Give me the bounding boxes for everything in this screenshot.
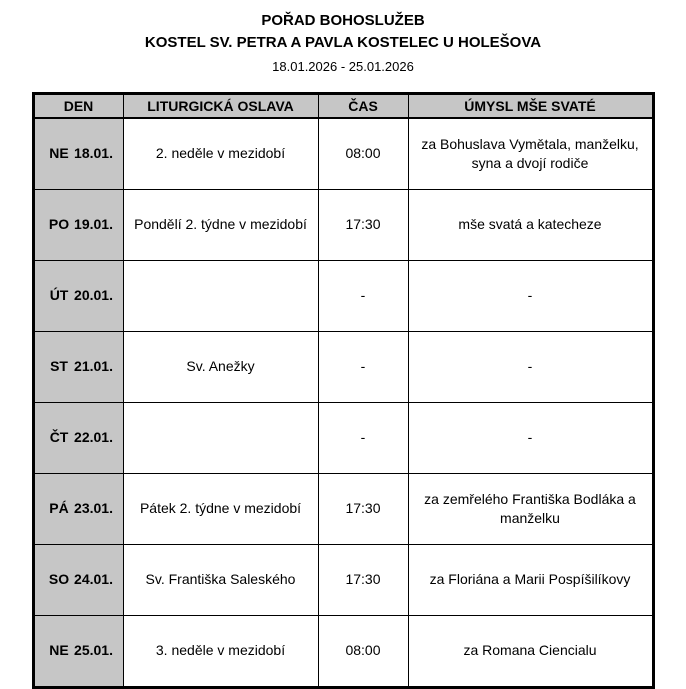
cell-intention: za Romana Ciencialu (408, 615, 653, 687)
day-abbr: PÁ (49, 500, 69, 517)
cell-day (33, 331, 123, 402)
column-header-liturgicka-oslava: LITURGICKÁ OSLAVA (123, 93, 318, 118)
cell-celebration: Pátek 2. týdne v mezidobí (123, 473, 318, 544)
cell-intention: mše svatá a katecheze (408, 189, 653, 260)
cell-celebration: 3. neděle v mezidobí (123, 615, 318, 687)
cell-day (33, 615, 123, 687)
schedule-table (32, 92, 655, 689)
day-date: 19.01. (74, 216, 113, 233)
table-row (33, 544, 653, 615)
table-row (33, 118, 653, 190)
cell-day (33, 260, 123, 331)
table-row (33, 331, 653, 402)
cell-time: 08:00 (318, 118, 408, 190)
day-abbr: ÚT (49, 287, 69, 304)
cell-intention: za Bohuslava Vymětala, manželku, syna a dvojí rodiče (408, 118, 653, 190)
cell-intention: za zemřelého Františka Bodláka a manželku (408, 473, 653, 544)
day-date: 23.01. (74, 500, 113, 517)
day-abbr: PO (48, 216, 70, 233)
table-row (33, 473, 653, 544)
column-header-cas: ČAS (318, 93, 408, 118)
column-header-den: DEN (33, 93, 123, 118)
cell-intention: - (408, 402, 653, 473)
cell-time: 17:30 (318, 189, 408, 260)
day-date: 24.01. (74, 571, 113, 588)
cell-time: 17:30 (318, 473, 408, 544)
cell-time: 08:00 (318, 615, 408, 687)
cell-time: - (318, 402, 408, 473)
document-header (0, 11, 686, 74)
day-abbr: ČT (49, 429, 69, 446)
document-title: POŘAD BOHOSLUŽEB (261, 12, 425, 29)
cell-day (33, 118, 123, 190)
day-date: 22.01. (74, 429, 113, 446)
cell-day (33, 189, 123, 260)
cell-celebration: Pondělí 2. týdne v mezidobí (123, 189, 318, 260)
table-row (33, 402, 653, 473)
table-row (33, 189, 653, 260)
cell-intention: za Floriána a Marii Pospíšilíkovy (408, 544, 653, 615)
cell-intention: - (408, 331, 653, 402)
day-abbr: SO (48, 571, 70, 588)
table-row (33, 260, 653, 331)
cell-celebration (123, 402, 318, 473)
cell-day (33, 544, 123, 615)
cell-celebration: Sv. Anežky (123, 331, 318, 402)
document-subtitle: KOSTEL SV. PETRA A PAVLA KOSTELEC U HOLEŠOVA (144, 34, 542, 52)
day-abbr: ST (50, 358, 68, 375)
day-date: 25.01. (74, 642, 113, 659)
day-abbr: NE (49, 145, 69, 162)
cell-day (33, 402, 123, 473)
day-date: 20.01. (74, 287, 113, 304)
cell-time: - (318, 331, 408, 402)
cell-time: - (318, 260, 408, 331)
cell-intention: - (408, 260, 653, 331)
cell-celebration (123, 260, 318, 331)
table-header-row (33, 93, 653, 118)
date-range: 18.01.2026 - 25.01.2026 (272, 58, 414, 74)
cell-day (33, 473, 123, 544)
table-row (33, 615, 653, 687)
cell-time: 17:30 (318, 544, 408, 615)
cell-celebration: 2. neděle v mezidobí (123, 118, 318, 190)
cell-celebration: Sv. Františka Saleského (123, 544, 318, 615)
day-date: 21.01. (74, 358, 113, 375)
day-abbr: NE (49, 642, 69, 659)
column-header-umysl: ÚMYSL MŠE SVATÉ (408, 93, 653, 118)
day-date: 18.01. (74, 145, 113, 162)
